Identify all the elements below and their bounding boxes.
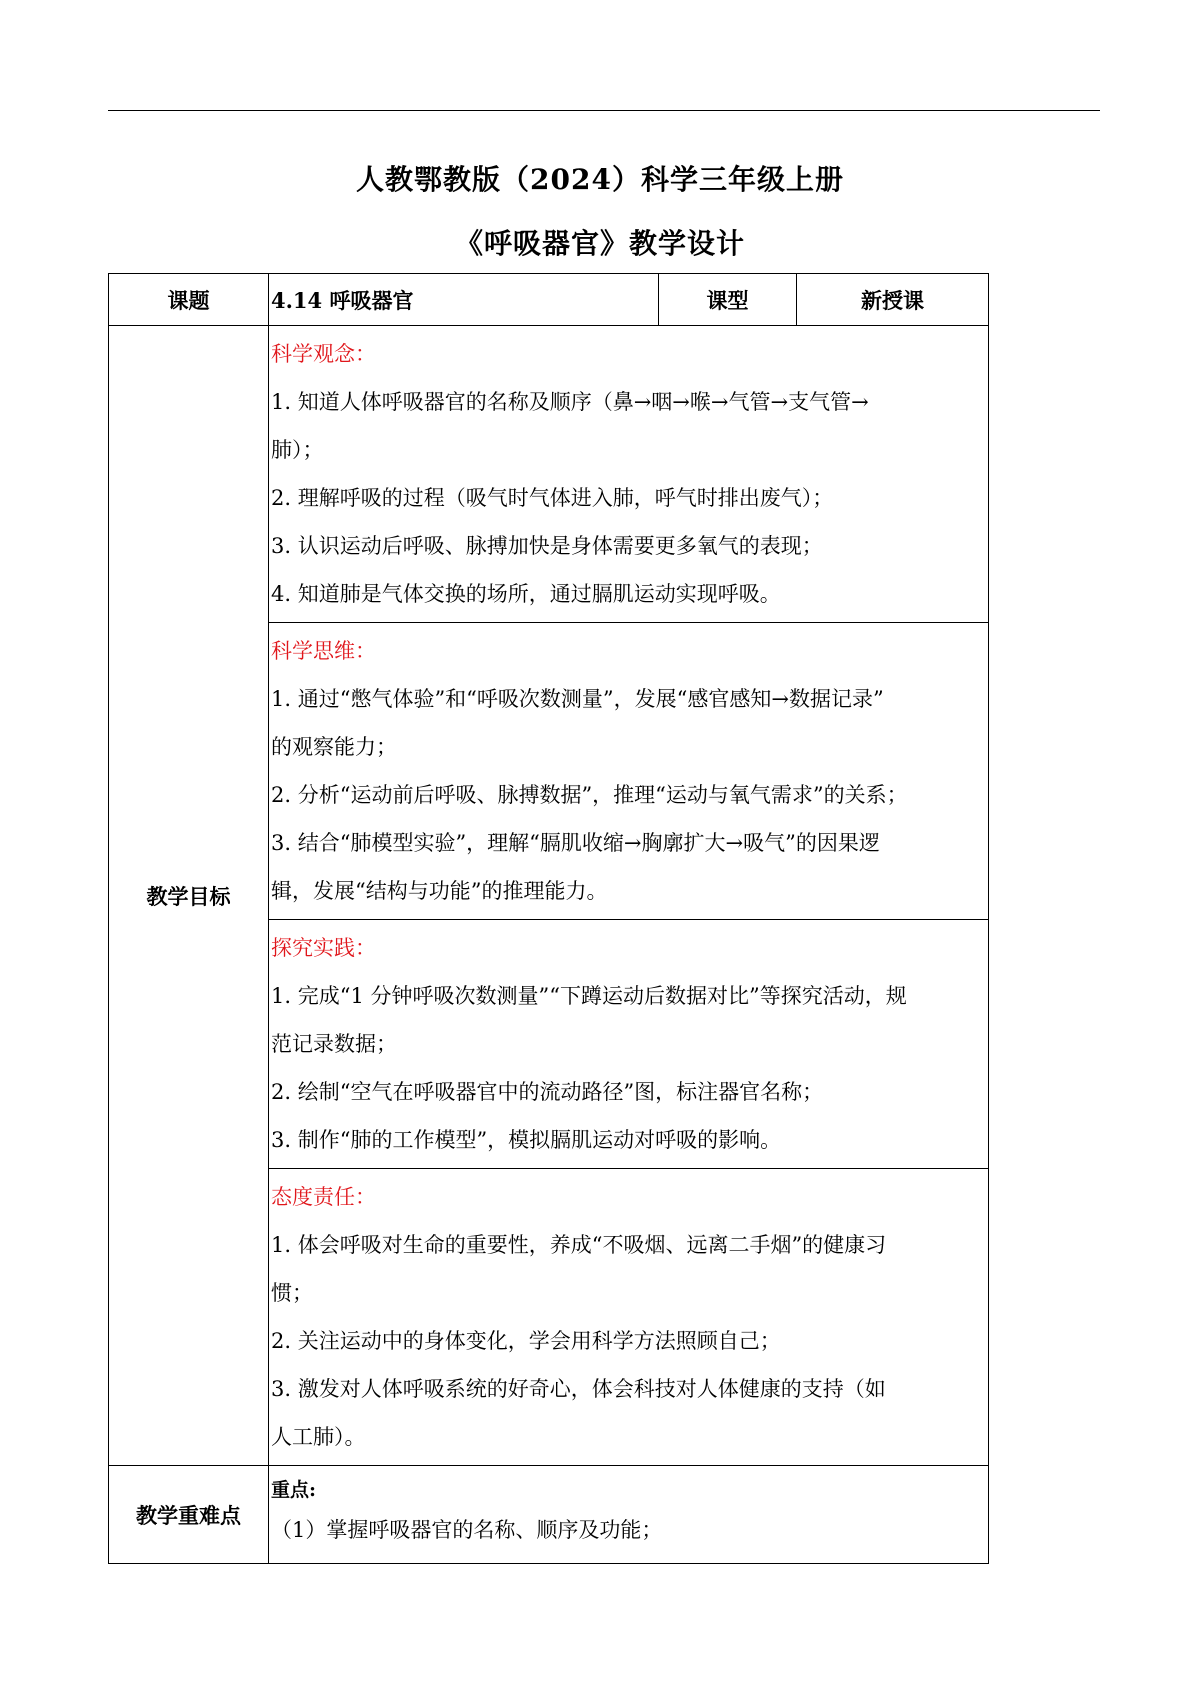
goal-line: 1. 完成“1 分钟呼吸次数测量”“下蹲运动后数据对比”等探究活动，规 xyxy=(271,984,907,1008)
key-point-line: （1）掌握呼吸器官的名称、顺序及功能； xyxy=(271,1518,663,1542)
goal-block-thinking xyxy=(269,623,989,920)
goal-line: 3. 激发对人体呼吸系统的好奇心，体会科技对人体健康的支持（如 xyxy=(271,1377,886,1401)
key-points-row xyxy=(109,1466,989,1564)
document-title: 人教鄂教版（2024）科学三年级上册 xyxy=(356,163,844,196)
key-points-label: 教学重难点 xyxy=(109,1466,269,1564)
topic-row xyxy=(109,274,989,326)
goal-line: 辑，发展“结构与功能”的推理能力。 xyxy=(271,879,608,903)
goal-line: 4. 知道肺是气体交换的场所，通过膈肌运动实现呼吸。 xyxy=(271,582,781,606)
goal-line: 的观察能力； xyxy=(271,735,397,759)
goal-line: 2. 理解呼吸的过程（吸气时气体进入肺，呼气时排出废气）； xyxy=(271,486,834,510)
header-rule xyxy=(108,110,1100,111)
goal-heading: 科学思维： xyxy=(271,639,376,663)
goal-line: 1. 知道人体呼吸器官的名称及顺序（鼻→咽→喉→气管→支气管→ xyxy=(271,390,869,414)
topic-label: 课题 xyxy=(109,274,269,326)
goal-line: 2. 绘制“空气在呼吸器官中的流动路径”图，标注器官名称； xyxy=(271,1080,824,1104)
goal-line: 惯； xyxy=(271,1281,313,1305)
goals-row-concept xyxy=(109,326,989,623)
goal-heading: 态度责任： xyxy=(271,1185,376,1209)
key-points-content xyxy=(269,1466,989,1564)
goal-line: 人工肺）。 xyxy=(271,1425,366,1449)
goal-block-practice xyxy=(269,920,989,1169)
goal-line: 范记录数据； xyxy=(271,1032,397,1056)
goal-line: 2. 分析“运动前后呼吸、脉搏数据”，推理“运动与氧气需求”的关系； xyxy=(271,783,908,807)
key-points-heading: 重点: xyxy=(271,1479,317,1501)
document-subtitle: 《呼吸器官》教学设计 xyxy=(454,227,745,260)
goal-line: 3. 制作“肺的工作模型”，模拟膈肌运动对呼吸的影响。 xyxy=(271,1128,782,1152)
goal-line: 肺）； xyxy=(271,438,324,462)
goal-line: 1. 通过“憋气体验”和“呼吸次数测量”，发展“感官感知→数据记录” xyxy=(271,687,884,711)
lesson-type-value: 新授课 xyxy=(797,274,989,326)
goal-block-attitude xyxy=(269,1169,989,1466)
lesson-plan-table xyxy=(108,273,989,1564)
goal-line: 3. 认识运动后呼吸、脉搏加快是身体需要更多氧气的表现； xyxy=(271,534,823,558)
goal-line: 1. 体会呼吸对生命的重要性，养成“不吸烟、远离二手烟”的健康习 xyxy=(271,1233,887,1257)
goals-label: 教学目标 xyxy=(109,326,269,1466)
goal-line: 2. 关注运动中的身体变化，学会用科学方法照顾自己； xyxy=(271,1329,781,1353)
goal-block-concept xyxy=(269,326,989,623)
lesson-type-label: 课型 xyxy=(659,274,797,326)
goal-heading: 探究实践： xyxy=(271,936,376,960)
topic-value: 4.14 呼吸器官 xyxy=(269,274,659,326)
goal-heading: 科学观念： xyxy=(271,342,376,366)
goal-line: 3. 结合“肺模型实验”，理解“膈肌收缩→胸廓扩大→吸气”的因果逻 xyxy=(271,831,880,855)
